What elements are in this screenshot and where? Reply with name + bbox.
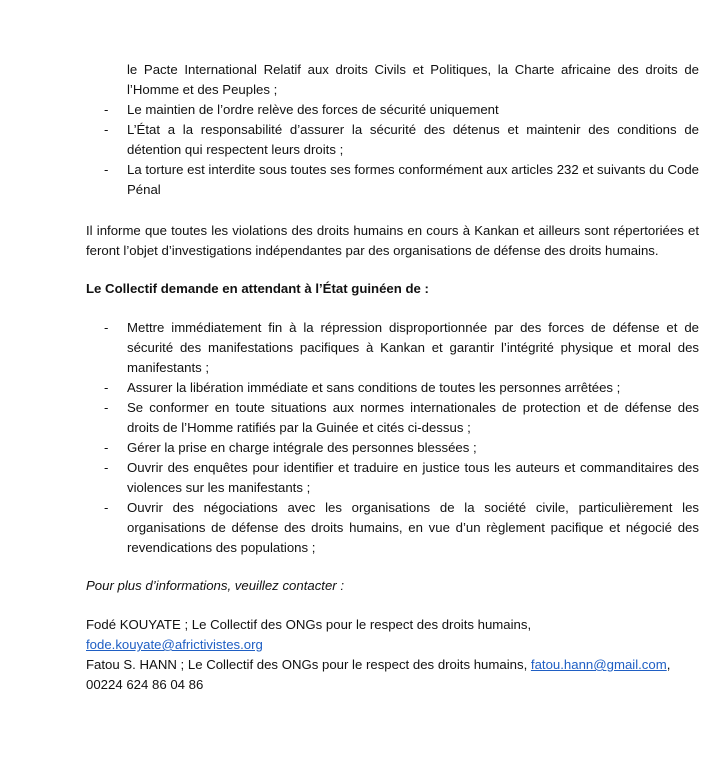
contacts-block <box>86 615 699 695</box>
list-item-text: La torture est interdite sous toutes ses formes conformément aux articles 232 et suivants du Code Pénal <box>127 162 699 197</box>
list-dash: - <box>104 162 109 177</box>
inform-paragraph: Il informe que toutes les violations des droits humains en cours à Kankan et ailleurs sont répertoriées et feront l’objet d’investigations indépendantes par des organisations de défense des droits humains. <box>86 223 699 258</box>
list-dash: - <box>104 380 109 395</box>
list-dash: - <box>104 400 109 415</box>
demands-list-block <box>86 318 699 558</box>
demands-bullet-list <box>86 318 699 558</box>
list-item <box>86 458 699 498</box>
email-link[interactable]: fatou.hann@gmail.com <box>530 657 667 672</box>
list-dash: - <box>104 500 109 515</box>
contact-suffix: , 00224 624 86 04 86 <box>86 657 671 692</box>
list-item-text: Le maintien de l’ordre relève des forces de sécurité uniquement <box>127 102 499 117</box>
list-item <box>86 498 699 558</box>
list-item <box>86 120 699 160</box>
list-item <box>86 398 699 438</box>
contact-intro-block <box>86 576 699 596</box>
email-link[interactable]: fode.kouyate@africtivistes.org <box>86 637 263 652</box>
top-list <box>86 60 699 200</box>
list-item <box>86 100 699 120</box>
contact-text: Fatou S. HANN ; Le Collectif des ONGs pour le respect des droits humains, <box>86 657 531 672</box>
list-continuation: le Pacte International Relatif aux droits Civils et Politiques, la Charte africaine des droits de l’Homme et des Peuples ; <box>127 62 699 97</box>
list-item-text: Mettre immédiatement fin à la répression disproportionnée par des forces de défense et de sécurité des manifestations pacifiques à Kankan et garantir l’intégrité physique et moral des manifestants ; <box>127 320 699 375</box>
list-item <box>86 160 699 200</box>
demands-heading: Le Collectif demande en attendant à l’État guinéen de : <box>86 281 429 296</box>
list-item-text: Se conformer en toute situations aux normes internationales de protection et de défense des droits de l’Homme ratifiés par la Guinée et cités ci-dessus ; <box>127 400 699 435</box>
list-item <box>86 318 699 378</box>
list-dash: - <box>104 320 109 335</box>
top-bullet-list <box>86 100 699 200</box>
list-item-text: L’État a la responsabilité d’assurer la sécurité des détenus et maintenir des conditions de détention qui respectent leurs droits ; <box>127 122 699 157</box>
list-item-text: Gérer la prise en charge intégrale des personnes blessées ; <box>127 440 477 455</box>
list-item-text: Ouvrir des enquêtes pour identifier et traduire en justice tous les auteurs et commanditaires des violences sur les manifestants ; <box>127 460 699 495</box>
demands-heading-block <box>86 279 699 299</box>
list-dash: - <box>104 440 109 455</box>
list-dash: - <box>104 460 109 475</box>
contact-line <box>86 615 699 655</box>
inform-paragraph-block <box>86 221 699 261</box>
list-item <box>86 438 699 458</box>
contact-intro: Pour plus d’informations, veuillez contacter : <box>86 578 345 593</box>
list-dash: - <box>104 122 109 137</box>
list-item <box>86 378 699 398</box>
contact-text: Fodé KOUYATE ; Le Collectif des ONGs pour le respect des droits humains, <box>86 617 532 632</box>
contact-line <box>86 655 699 695</box>
list-dash: - <box>104 102 109 117</box>
list-item-text: Assurer la libération immédiate et sans conditions de toutes les personnes arrêtées ; <box>127 380 621 395</box>
list-item-text: Ouvrir des négociations avec les organisations de la société civile, particulièrement les organisations de défense des droits humains, en vue d’un règlement pacifique et négocié des revendications des populations ; <box>127 500 699 555</box>
